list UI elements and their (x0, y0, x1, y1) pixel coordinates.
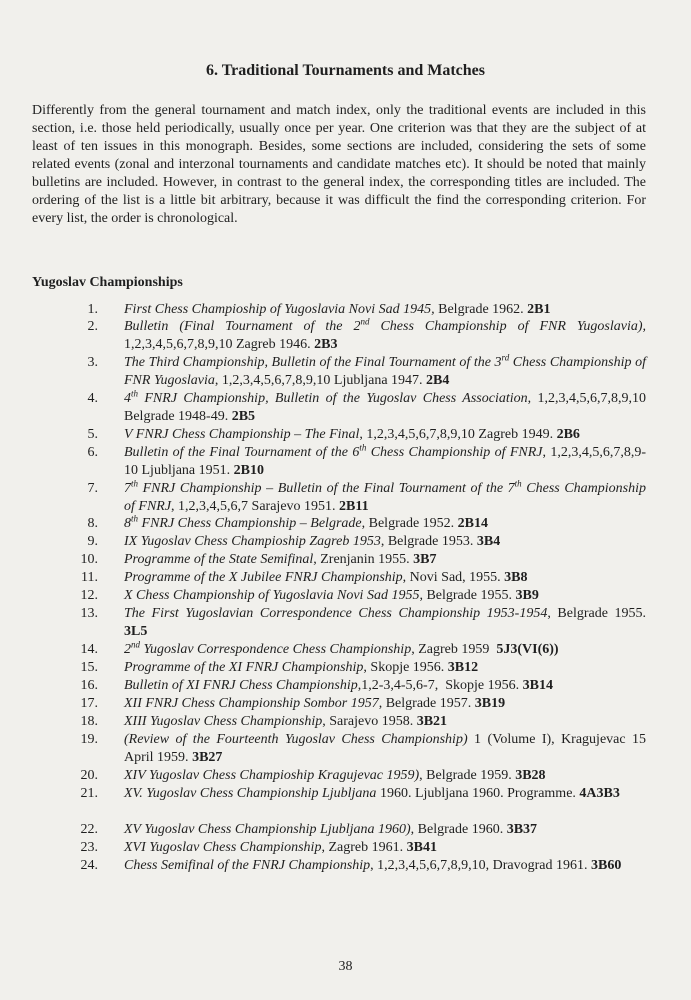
list-item-number: 14. (80, 642, 98, 657)
list-item-number: 9. (87, 534, 98, 549)
list-item-text: The Third Championship, Bulletin of the Final Tournament of the 3rd Chess Championship of FNR Yugoslavia, 1,2,3,4,5,6,7,8,9,10 Ljubljana 1947. 2B4 (124, 352, 646, 388)
list-item-number: 16. (80, 678, 98, 693)
list-item-number: 12. (80, 588, 98, 603)
list-item-number: 6. (87, 445, 98, 460)
list-item-text: Programme of the X Jubilee FNRJ Championship, Novi Sad, 1955. 3B8 (124, 570, 528, 585)
intro-paragraph: Differently from the general tournament and match index, only the traditional events are included in this section, i.e. those held periodically, usually once per year. One criterion was that they are the subject of at least of ten issues in this monograph. Besides, some sections are included, considering the sets of some related events (zonal and interzonal tournaments and candidate matches etc). It should be noted that mainly bulletins are included. However, in contrast to the general index, the corresponding titles are included. The ordering of the list is a little bit arbitrary, because it was difficult the find the corresponding criterion. For every list, the order is chronological. (32, 103, 646, 226)
list-item-number: 1. (87, 302, 98, 317)
list-item-number: 23. (80, 840, 98, 855)
page-number: 38 (338, 959, 353, 974)
list-item-text: 7th FNRJ Championship – Bulletin of the Final Tournament of the 7th Chess Championship of FNRJ, 1,2,3,4,5,6,7 Sarajevo 1951. 2B11 (124, 478, 646, 514)
list-item-text: The First Yugoslavian Correspondence Chess Championship 1953-1954, Belgrade 1955. 3L5 (124, 606, 646, 639)
list-item-text: Chess Semifinal of the FNRJ Championship, 1,2,3,4,5,6,7,8,9,10, Dravograd 1961. 3B60 (124, 858, 622, 873)
list-item-text: XIII Yugoslav Chess Championship, Sarajevo 1958. 3B21 (124, 714, 448, 729)
list-item-number: 15. (80, 660, 98, 675)
list-item-number: 18. (80, 714, 98, 729)
list-item-text: V FNRJ Chess Championship – The Final, 1,2,3,4,5,6,7,8,9,10 Zagreb 1949. 2B6 (124, 427, 580, 442)
list-item-number: 8. (87, 516, 98, 531)
list-item-number: 17. (80, 696, 98, 711)
list-item-number: 19. (80, 732, 98, 747)
list-item-text: XII FNRJ Chess Championship Sombor 1957, Belgrade 1957. 3B19 (124, 696, 506, 711)
list-item-text: Programme of the XI FNRJ Championship, Skopje 1956. 3B12 (124, 660, 479, 675)
list-item-number: 10. (80, 552, 98, 567)
list-item-text: XV. Yugoslav Chess Championship Ljubljana 1960. Ljubljana 1960. Programme. 4A3B3 (124, 786, 620, 801)
list-item-text: 8th FNRJ Chess Championship – Belgrade, Belgrade 1952. 2B14 (124, 513, 488, 531)
list-item-text: First Chess Champioship of Yugoslavia Novi Sad 1945, Belgrade 1962. 2B1 (124, 302, 551, 317)
list-item-number: 5. (87, 427, 98, 442)
list-item-number: 20. (80, 768, 98, 783)
list-item-text: 4th FNRJ Championship, Bulletin of the Yugoslav Chess Association, 1,2,3,4,5,6,7,8,9,10 Belgrade 1948-49. 2B5 (124, 388, 647, 424)
list-item-number: 11. (81, 570, 98, 585)
list-item-number: 3. (87, 355, 98, 370)
list-item-number: 22. (80, 822, 98, 837)
section-heading: Yugoslav Championships (32, 275, 183, 290)
list-item-number: 21. (80, 786, 98, 801)
list-item-number: 4. (87, 391, 98, 406)
list-item-text: IX Yugoslav Chess Champioship Zagreb 1953, Belgrade 1953. 3B4 (124, 534, 501, 549)
list-item-text: Bulletin of XI FNRJ Chess Championship,1,2-3,4-5,6-7, Skopje 1956. 3B14 (124, 678, 553, 693)
list-item-text: XIV Yugoslav Chess Champioship Kragujevac 1959), Belgrade 1959. 3B28 (124, 768, 546, 783)
list-item-text: (Review of the Fourteenth Yugoslav Chess Championship) 1 (Volume I), Kragujevac 15 April 1959. 3B27 (124, 732, 647, 765)
list-item-number: 2. (87, 319, 98, 334)
list-item-text: Bulletin of the Final Tournament of the 6th Chess Championship of FNRJ, 1,2,3,4,5,6,7,8,9-10 Ljubljana 1951. 2B10 (124, 442, 647, 478)
list-item-text: 2nd Yugoslav Correspondence Chess Championship, Zagreb 1959 5J3(VI(6)) (124, 639, 559, 657)
list-item-text: XV Yugoslav Chess Championship Ljubljana 1960), Belgrade 1960. 3B37 (124, 822, 538, 837)
list-item-number: 24. (80, 858, 98, 873)
list-item-text: Bulletin (Final Tournament of the 2nd Chess Championship of FNR Yugoslavia), 1,2,3,4,5,6,7,8,9,10 Zagreb 1946. 2B3 (124, 316, 646, 352)
list-item-text: X Chess Championship of Yugoslavia Novi Sad 1955, Belgrade 1955. 3B9 (124, 588, 539, 603)
list-item-number: 7. (87, 481, 98, 496)
list-item-number: 13. (80, 606, 98, 621)
list-item-text: Programme of the State Semifinal, Zrenjanin 1955. 3B7 (124, 552, 437, 567)
list-item-text: XVI Yugoslav Chess Championship, Zagreb 1961. 3B41 (124, 840, 437, 855)
page-title: 6. Traditional Tournaments and Matches (205, 62, 485, 79)
